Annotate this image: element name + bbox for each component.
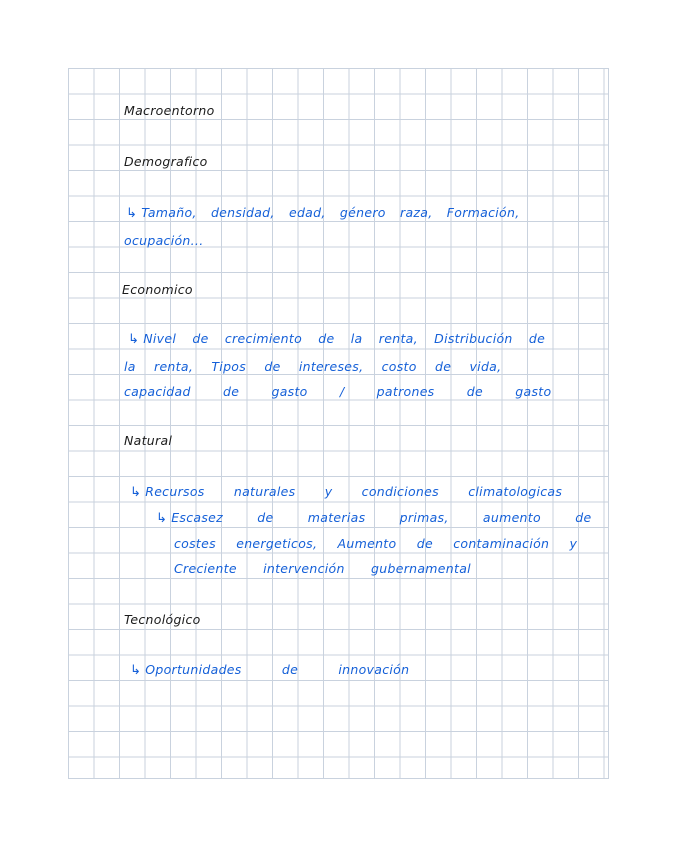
demografico-line-1 (126, 205, 519, 221)
economico-line-3: capacidad de gasto / patrones de gasto (124, 384, 552, 399)
demografico-text-1: Tamaño, densidad, edad, género raza, Formación, (141, 205, 520, 220)
title-macroentorno: Macroentorno (124, 103, 215, 118)
arrow-icon: ↳ (130, 663, 142, 678)
natural-line-2 (156, 510, 591, 526)
economico-text-1: Nivel de crecimiento de la renta, Distribución de (143, 331, 546, 346)
economico-line-2: la renta, Tipos de intereses, costo de vida, (124, 359, 502, 374)
arrow-icon: ↳ (156, 511, 168, 526)
heading-tecnologico: Tecnológico (124, 612, 201, 627)
tecnologico-text-1: Oportunidades de innovación (145, 662, 410, 677)
heading-economico: Economico (122, 282, 193, 297)
tecnologico-line-1 (130, 662, 409, 678)
natural-text-1: Recursos naturales y condiciones climatologicas (145, 484, 563, 499)
natural-line-4: Creciente intervención gubernamental (174, 561, 471, 576)
arrow-icon: ↳ (130, 485, 142, 500)
heading-natural: Natural (124, 433, 173, 448)
natural-text-2: Escasez de materias primas, aumento de (171, 510, 592, 525)
natural-line-1 (130, 484, 562, 500)
economico-line-1 (128, 331, 545, 347)
heading-demografico: Demografico (124, 154, 208, 169)
arrow-icon: ↳ (126, 206, 138, 221)
arrow-icon: ↳ (128, 332, 140, 347)
demografico-line-2: ocupación... (124, 233, 204, 248)
natural-line-3: costes energeticos, Aumento de contaminación y (174, 536, 578, 551)
